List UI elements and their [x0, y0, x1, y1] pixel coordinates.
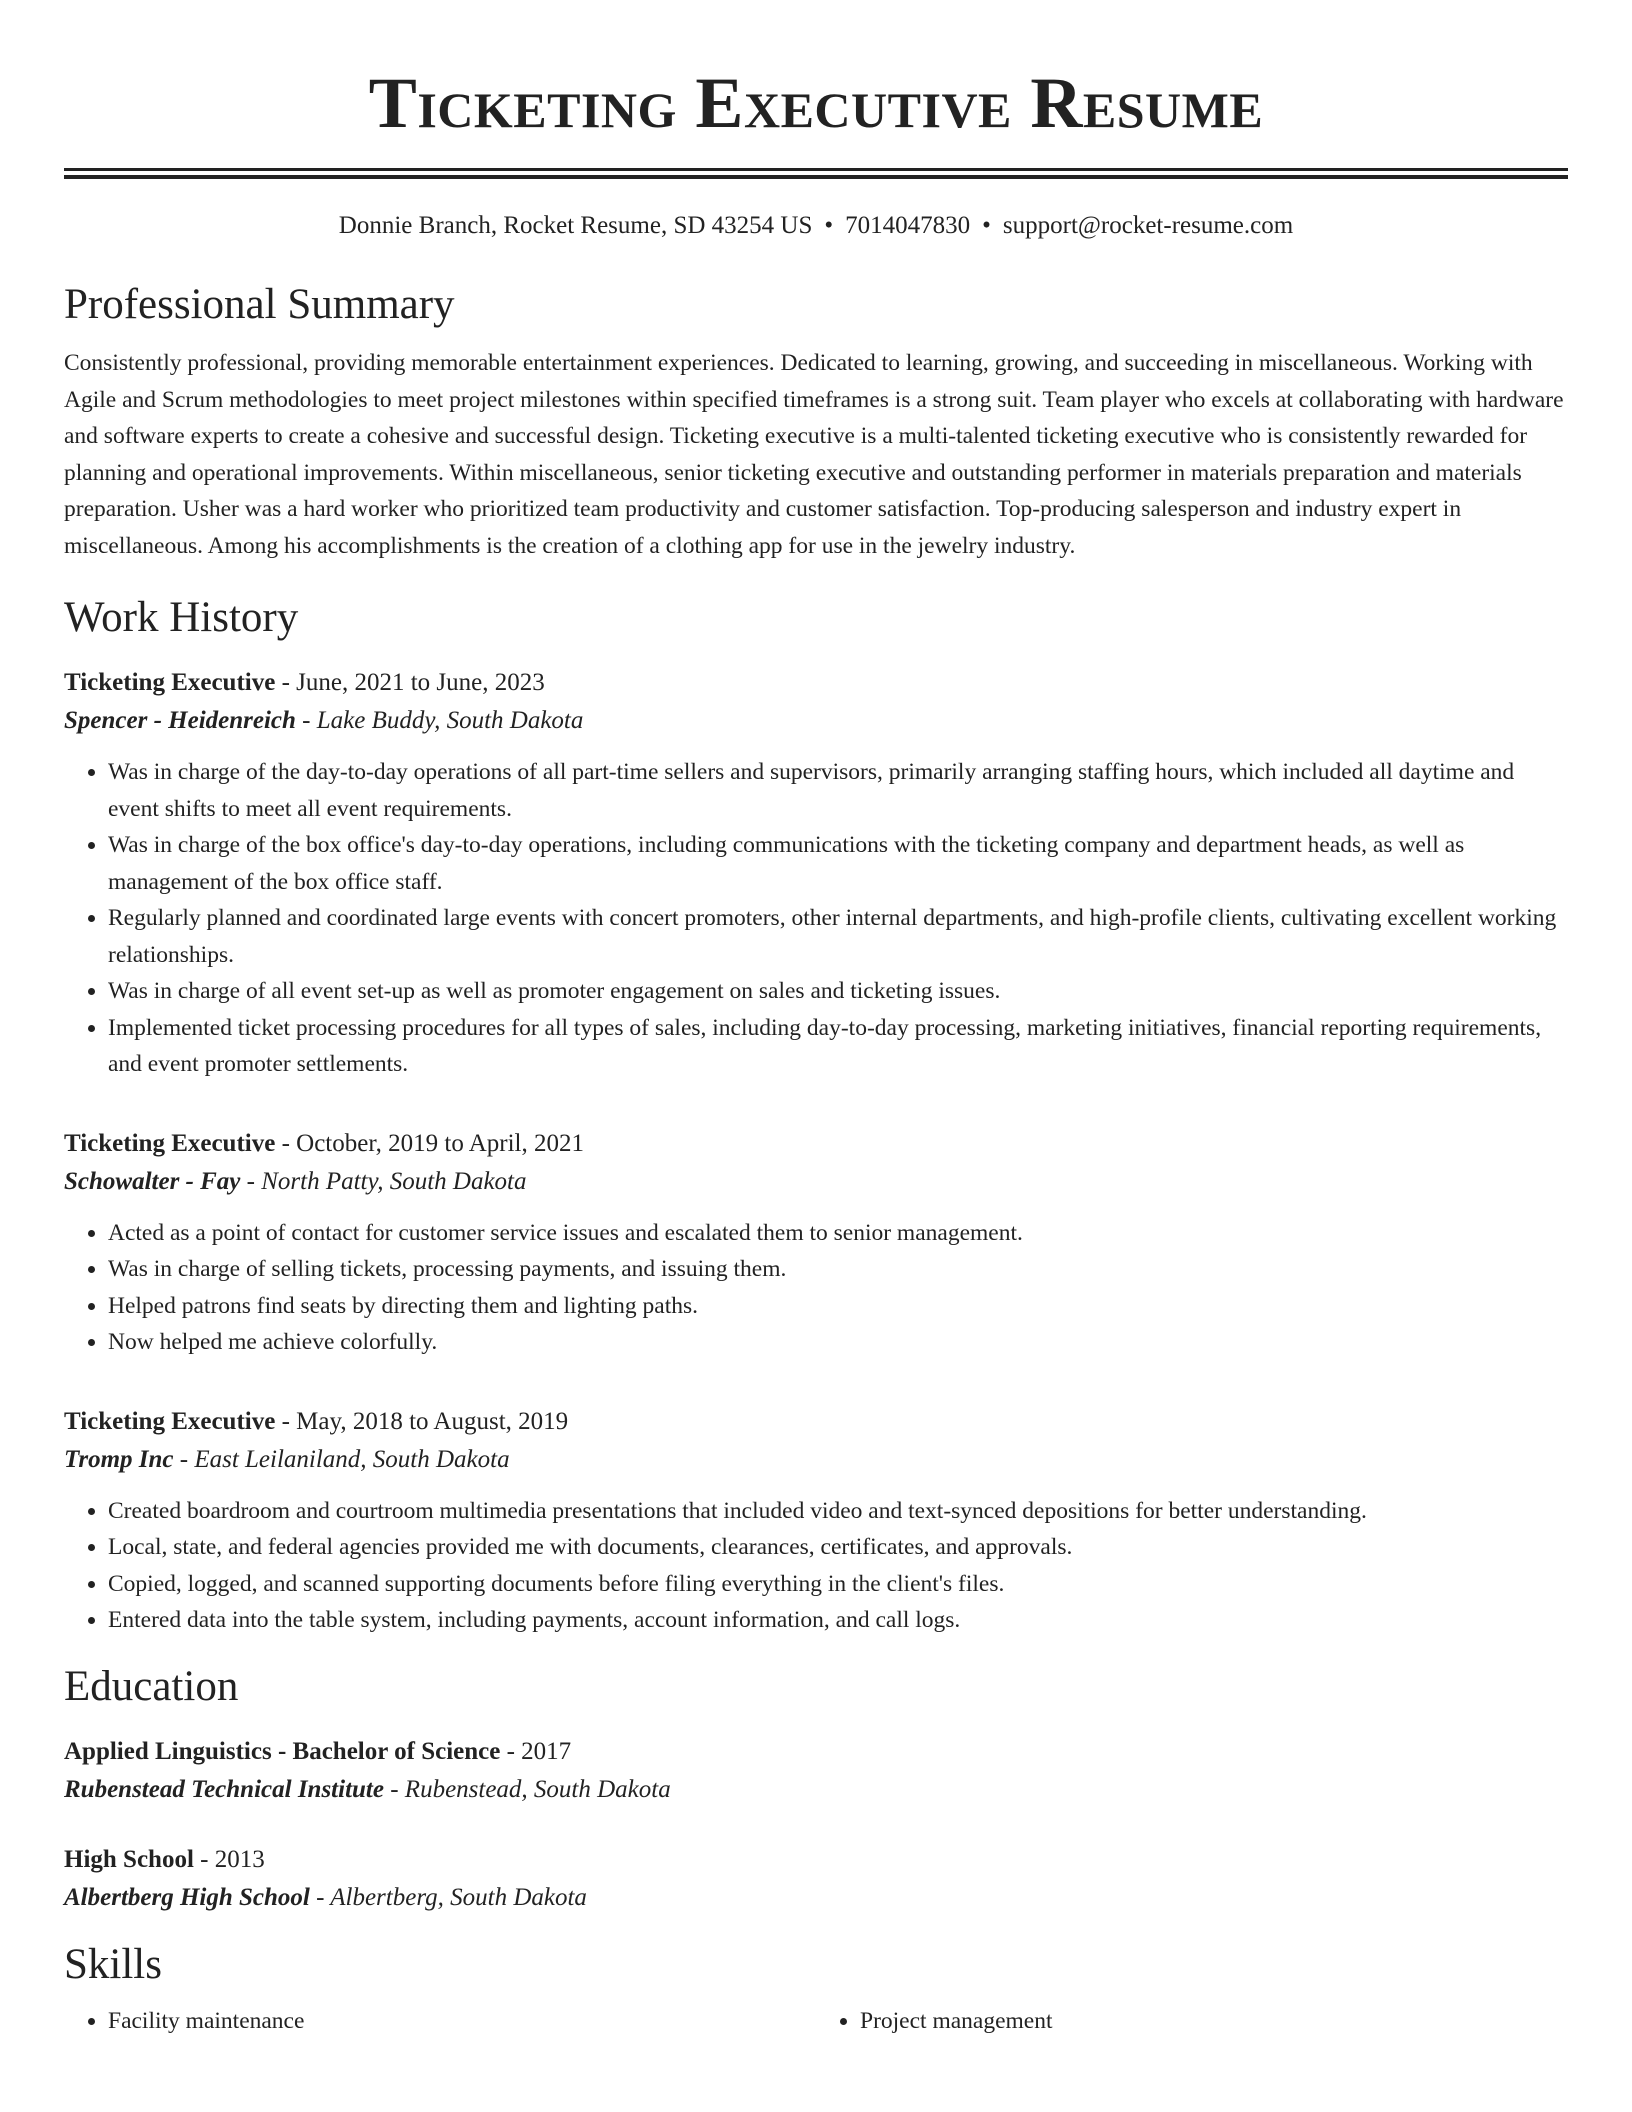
list-item: • Copied, logged, and scanned supporting documents before filing everything in the client's files.: [108, 1566, 1568, 1603]
school-name: Albertberg High School: [64, 1883, 310, 1911]
contact-phone: 7014047830: [845, 212, 971, 239]
degree-year: - 2013: [193, 1845, 265, 1873]
job-bullets: [64, 1493, 1568, 1639]
skills-columns: [64, 2003, 1568, 2040]
employer-name: Spencer - Heidenreich: [64, 707, 296, 734]
title-double-rule: [64, 168, 1568, 179]
degree-line: [64, 1733, 1568, 1771]
work-history-section: [64, 590, 1568, 1639]
employer-location: - Lake Buddy, South Dakota: [295, 707, 584, 734]
job-entry: [64, 1125, 1568, 1361]
list-item: • Was in charge of selling tickets, processing payments, and issuing them.: [108, 1251, 1568, 1288]
list-item: • Regularly planned and coordinated large events with concert promoters, other internal departments, and high-profile clients, cultivating excellent working relationships.: [108, 900, 1568, 973]
employer-location: - North Patty, South Dakota: [240, 1167, 527, 1195]
list-item: • Created boardroom and courtroom multimedia presentations that included video and text-synced depositions for better understanding.: [108, 1493, 1568, 1530]
education-entry: [64, 1733, 1568, 1809]
degree-line: [64, 1841, 1568, 1879]
school-location: - Rubenstead, South Dakota: [383, 1775, 671, 1803]
job-bullets: [64, 754, 1568, 1083]
job-dates: - June, 2021 to June, 2023: [275, 669, 545, 696]
list-item: • Was in charge of all event set-up as well as promoter engagement on sales and ticketing issues.: [108, 973, 1568, 1010]
employer-name: Tromp Inc: [64, 1445, 174, 1473]
skills-section: [64, 1937, 1568, 2040]
list-item: • Was in charge of the box office's day-to-day operations, including communications with the ticketing company and department heads, as well as management of the box office staff.: [108, 827, 1568, 900]
job-entry: [64, 1403, 1568, 1639]
employer-name: Schowalter - Fay: [64, 1167, 241, 1195]
section-heading: Professional Summary: [64, 281, 455, 328]
contact-email: support@rocket-resume.com: [1002, 212, 1294, 239]
list-item: • Was in charge of the day-to-day operations of all part-time sellers and supervisors, primarily arranging staffing hours, which included all daytime and event shifts to meet all event requirements.: [108, 754, 1568, 827]
list-item: • Helped patrons find seats by directing them and lighting paths.: [108, 1288, 1568, 1325]
list-item: • Acted as a point of contact for customer service issues and escalated them to senior management.: [108, 1215, 1568, 1252]
skills-column-right: [816, 2003, 1568, 2040]
resume-title: Ticketing Executive Resume: [368, 63, 1264, 143]
employer-location: - East Leilaniland, South Dakota: [173, 1445, 510, 1473]
school-name: Rubenstead Technical Institute: [64, 1775, 384, 1803]
section-heading: Work History: [64, 594, 299, 641]
job-bullets: [64, 1215, 1568, 1361]
employer-line: [64, 702, 1568, 740]
degree-name: High School: [64, 1845, 194, 1873]
education-section: [64, 1659, 1568, 1917]
list-item: • Now helped me achieve colorfully.: [108, 1324, 1568, 1361]
list-item: • Local, state, and federal agencies provided me with documents, clearances, certificates, and approvals.: [108, 1529, 1568, 1566]
contact-line: [64, 209, 1568, 243]
employer-line: [64, 1163, 1568, 1201]
contact-separator: •: [982, 212, 991, 239]
job-dates: - October, 2019 to April, 2021: [275, 1129, 585, 1157]
job-title-line: [64, 1125, 1568, 1163]
degree-name: Applied Linguistics - Bachelor of Science: [64, 1737, 501, 1765]
job-entry: [64, 664, 1568, 1083]
contact-address: Donnie Branch, Rocket Resume, SD 43254 US: [338, 212, 813, 239]
section-heading: Skills: [64, 1940, 162, 1988]
summary-text: Consistently professional, providing memorable entertainment experiences. Dedicated to learning, growing, and succeeding in miscellaneous. Working with Agile and Scrum methodologies to meet project milestones within specified timeframes is a strong suit. Team player who excels at collaborating with hardware and software experts to create a cohesive and successful design. Ticketing executive is a multi-talented ticketing executive who is consistently rewarded for planning and operational improvements. Within miscellaneous, senior ticketing executive and outstanding performer in materials preparation and materials preparation. Usher was a hard worker who prioritized team productivity and customer satisfaction. Top-producing salesperson and industry expert in miscellaneous. Among his accomplishments is the creation of a clothing app for use in the jewelry industry.: [64, 350, 1564, 559]
job-dates: - May, 2018 to August, 2019: [275, 1407, 569, 1435]
job-title: Ticketing Executive: [64, 1407, 276, 1435]
job-title: Ticketing Executive: [64, 1129, 276, 1157]
school-location: - Albertberg, South Dakota: [309, 1883, 587, 1911]
list-item: • Facility maintenance: [108, 2003, 816, 2040]
job-title-line: [64, 664, 1568, 702]
job-title: Ticketing Executive: [64, 669, 276, 696]
skills-column-left: [64, 2003, 816, 2040]
list-item: • Project management: [860, 2003, 1568, 2040]
degree-year: - 2017: [500, 1737, 572, 1765]
professional-summary-section: [64, 277, 1568, 564]
list-item: • Implemented ticket processing procedures for all types of sales, including day-to-day processing, marketing initiatives, financial reporting requirements, and event promoter settlements.: [108, 1010, 1568, 1083]
contact-separator: •: [824, 212, 834, 239]
list-item: • Entered data into the table system, including payments, account information, and call logs.: [108, 1602, 1568, 1639]
employer-line: [64, 1441, 1568, 1479]
education-entry: [64, 1841, 1568, 1917]
job-title-line: [64, 1403, 1568, 1441]
section-heading: Education: [64, 1662, 239, 1710]
school-line: [64, 1879, 1568, 1917]
school-line: [64, 1771, 1568, 1809]
